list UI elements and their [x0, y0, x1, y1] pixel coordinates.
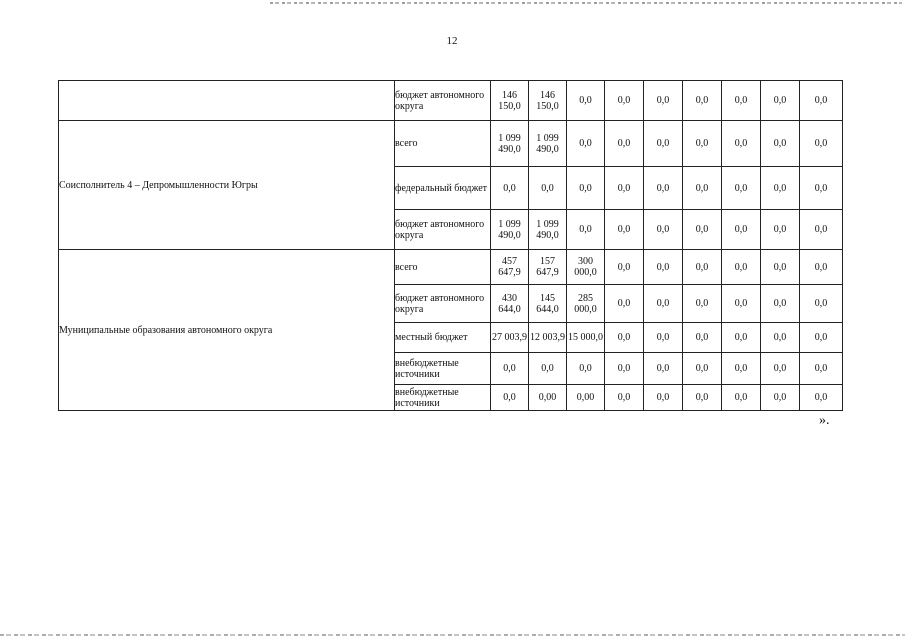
value-cell: 0,0	[683, 121, 722, 167]
value-cell: 300 000,0	[567, 250, 605, 285]
value-cell: 0,0	[800, 121, 843, 167]
value-cell: 0,0	[722, 210, 761, 250]
source-cell: федеральный бюджет	[395, 167, 491, 210]
value-cell: 1 099 490,0	[529, 210, 567, 250]
value-cell: 0,0	[683, 353, 722, 385]
value-cell: 0,0	[644, 385, 683, 411]
value-cell: 1 099 490,0	[491, 210, 529, 250]
table-row	[59, 121, 843, 167]
value-cell: 0,0	[683, 81, 722, 121]
value-cell: 0,0	[644, 81, 683, 121]
value-cell: 0,0	[644, 353, 683, 385]
executor-cell: Муниципальные образования автономного округа	[59, 250, 395, 411]
value-cell: 0,0	[605, 210, 644, 250]
source-cell: всего	[395, 250, 491, 285]
value-cell: 0,0	[683, 250, 722, 285]
value-cell: 0,0	[605, 353, 644, 385]
value-cell: 0,0	[761, 353, 800, 385]
source-cell: внебюджетные источники	[395, 385, 491, 411]
value-cell: 0,0	[800, 167, 843, 210]
value-cell: 430 644,0	[491, 285, 529, 323]
value-cell: 0,0	[722, 385, 761, 411]
value-cell: 15 000,0	[567, 323, 605, 353]
value-cell: 0,0	[644, 167, 683, 210]
value-cell: 0,0	[683, 167, 722, 210]
value-cell: 0,0	[722, 167, 761, 210]
value-cell: 0,0	[800, 385, 843, 411]
value-cell: 0,0	[800, 323, 843, 353]
table-row	[59, 250, 843, 285]
executor-cell	[59, 81, 395, 121]
value-cell: 0,0	[761, 81, 800, 121]
value-cell: 145 644,0	[529, 285, 567, 323]
value-cell: 0,0	[761, 285, 800, 323]
scan-edge-top	[270, 2, 902, 4]
value-cell: 0,0	[800, 210, 843, 250]
value-cell: 0,0	[605, 385, 644, 411]
value-cell: 0,0	[605, 121, 644, 167]
value-cell: 0,0	[722, 353, 761, 385]
value-cell: 12 003,9	[529, 323, 567, 353]
value-cell: 0,0	[567, 167, 605, 210]
value-cell: 27 003,9	[491, 323, 529, 353]
value-cell: 146 150,0	[529, 81, 567, 121]
value-cell: 0,0	[761, 250, 800, 285]
value-cell: 0,00	[529, 385, 567, 411]
value-cell: 457 647,9	[491, 250, 529, 285]
closing-quote-mark: ».	[819, 413, 830, 428]
source-cell: местный бюджет	[395, 323, 491, 353]
value-cell: 0,0	[644, 285, 683, 323]
value-cell: 285 000,0	[567, 285, 605, 323]
value-cell: 0,0	[761, 167, 800, 210]
value-cell: 0,0	[761, 385, 800, 411]
value-cell: 0,0	[800, 250, 843, 285]
funding-table	[58, 80, 843, 411]
value-cell: 0,0	[722, 121, 761, 167]
value-cell: 0,0	[605, 250, 644, 285]
value-cell: 0,0	[683, 385, 722, 411]
value-cell: 0,0	[722, 285, 761, 323]
source-cell: бюджет автономного округа	[395, 285, 491, 323]
value-cell: 0,0	[529, 167, 567, 210]
value-cell: 0,0	[800, 81, 843, 121]
value-cell: 0,0	[800, 285, 843, 323]
executor-cell: Соисполнитель 4 – Депромышленности Югры	[59, 121, 395, 250]
value-cell: 0,0	[605, 323, 644, 353]
value-cell: 0,0	[644, 250, 683, 285]
table-row	[59, 81, 843, 121]
page-number: 12	[446, 35, 458, 47]
value-cell: 0,0	[529, 353, 567, 385]
value-cell: 1 099 490,0	[491, 121, 529, 167]
value-cell: 0,0	[683, 285, 722, 323]
value-cell: 0,0	[644, 121, 683, 167]
value-cell: 0,0	[800, 353, 843, 385]
value-cell: 0,0	[491, 385, 529, 411]
value-cell: 0,0	[567, 81, 605, 121]
value-cell: 0,0	[683, 210, 722, 250]
value-cell: 0,0	[761, 121, 800, 167]
source-cell: бюджет автономного округа	[395, 210, 491, 250]
value-cell: 0,0	[722, 250, 761, 285]
value-cell: 0,0	[644, 323, 683, 353]
value-cell: 0,0	[644, 210, 683, 250]
value-cell: 0,00	[567, 385, 605, 411]
source-cell: внебюджетные источники	[395, 353, 491, 385]
value-cell: 157 647,9	[529, 250, 567, 285]
value-cell: 0,0	[491, 167, 529, 210]
value-cell: 0,0	[722, 81, 761, 121]
value-cell: 146 150,0	[491, 81, 529, 121]
value-cell: 0,0	[722, 323, 761, 353]
value-cell: 0,0	[567, 210, 605, 250]
value-cell: 0,0	[567, 121, 605, 167]
value-cell: 0,0	[761, 210, 800, 250]
value-cell: 0,0	[683, 323, 722, 353]
value-cell: 0,0	[761, 323, 800, 353]
value-cell: 0,0	[605, 285, 644, 323]
source-cell: бюджет автономного округа	[395, 81, 491, 121]
source-cell: всего	[395, 121, 491, 167]
value-cell: 0,0	[567, 353, 605, 385]
scan-edge-bottom	[0, 634, 905, 636]
value-cell: 1 099 490,0	[529, 121, 567, 167]
value-cell: 0,0	[605, 81, 644, 121]
value-cell: 0,0	[605, 167, 644, 210]
value-cell: 0,0	[491, 353, 529, 385]
